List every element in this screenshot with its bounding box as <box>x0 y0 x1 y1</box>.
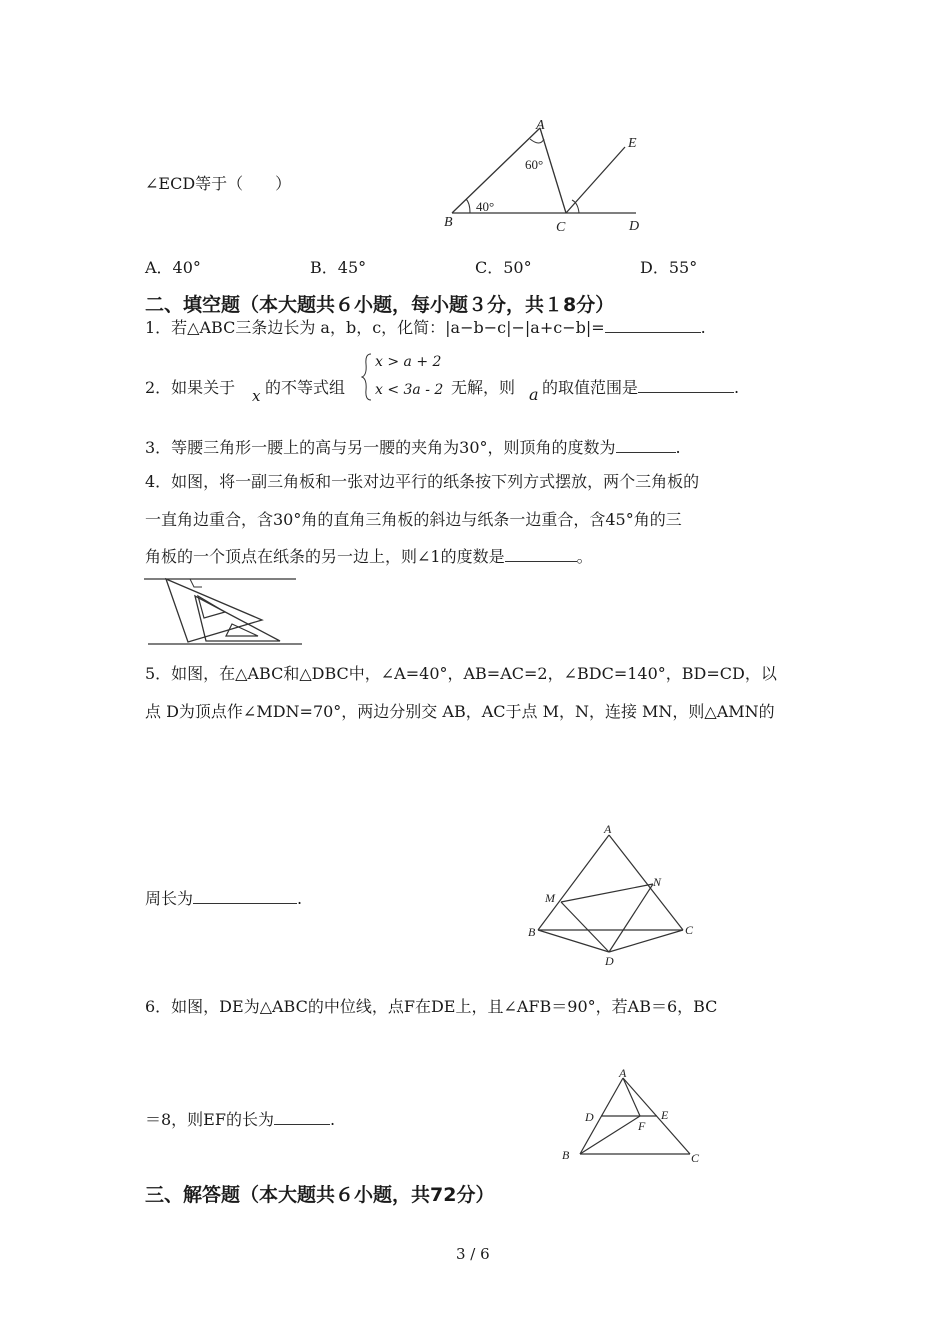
question-5-line-3 <box>145 889 302 909</box>
line-ce <box>566 147 625 213</box>
angle-marker-1 <box>190 579 202 587</box>
question-6-line-2-text: ＝8，则EF的长为 <box>145 1110 274 1129</box>
question-2-end: . <box>734 378 740 397</box>
set-square-45 <box>195 596 280 641</box>
option-c: C．50° <box>475 258 532 277</box>
answer-blank <box>274 1110 330 1125</box>
question-6-line-2 <box>145 1110 335 1130</box>
triangle-figure-q10 <box>438 115 648 240</box>
question-4-line-1: 4．如图，将一副三角板和一张对边平行的纸条按下列方式摆放，两个三角板的 <box>145 472 700 491</box>
question-2-middle: 的不等式组 <box>265 378 346 397</box>
question-6-line-1: 6．如图，DE为△ABC的中位线，点F在DE上，且∠AFB＝90°，若AB＝6，BC <box>145 997 718 1016</box>
line-nd <box>609 884 653 952</box>
question-5-end: . <box>297 889 303 908</box>
triangle-ruler-figure <box>140 574 305 650</box>
question-4-line-3-text: 角板的一个顶点在纸条的另一边上，则∠1的度数是 <box>145 547 505 566</box>
section-title-solutions: 三、解答题（本大题共６小题，共72分） <box>145 1184 495 1206</box>
label-b: B <box>528 925 536 939</box>
question-4-line-2: 一直角边重合，含30°角的直角三角板的斜边与纸条一边重合，含45°角的三 <box>145 510 682 529</box>
label-f: F <box>638 1119 646 1133</box>
angle-label-40: 40° <box>476 199 495 214</box>
question-stem: ∠ECD等于（ ） <box>145 174 292 193</box>
set-square-30 <box>166 579 262 642</box>
question-5-line-2: 点 D为顶点作∠MDN=70°，两边分别交 AB，AC于点 M，N，连接 MN，则△AMN的 <box>145 702 775 721</box>
question-2-var-x: x <box>252 387 261 405</box>
question-1-end: . <box>700 318 706 337</box>
line-ac <box>609 835 683 930</box>
answer-blank <box>193 889 297 904</box>
label-e: E <box>661 1108 669 1122</box>
answer-blank <box>605 318 701 333</box>
label-c: C <box>691 1151 700 1165</box>
label-m: M <box>545 891 555 905</box>
question-6-end: . <box>329 1110 336 1129</box>
answer-blank <box>505 547 577 562</box>
label-a: A <box>536 118 545 133</box>
question-2-suffix <box>542 378 739 398</box>
question-2-var-a: a <box>529 385 539 404</box>
label-b: B <box>444 215 453 230</box>
label-b: B <box>562 1148 570 1162</box>
line-mn <box>561 884 653 902</box>
question-4-end: 。 <box>576 547 593 566</box>
label-e: E <box>628 136 637 151</box>
option-d: D．55° <box>640 258 698 277</box>
question-2-after: 无解，则 <box>451 378 516 397</box>
question-2-suffix-text: 的取值范围是 <box>542 378 639 397</box>
label-d: D <box>629 219 640 234</box>
angle-label-60: 60° <box>525 157 544 172</box>
label-c: C <box>685 923 694 937</box>
question-3-text: 3．等腰三角形一腰上的高与另一腰的夹角为30°，则顶角的度数为 <box>145 438 616 457</box>
label-d: D <box>605 954 614 968</box>
question-2-prefix: 2．如果关于 <box>145 378 236 397</box>
label-c: C <box>556 220 566 235</box>
section-title-fill-in: 二、填空题（本大题共６小题，每小题３分，共１8分） <box>145 294 615 316</box>
question-1 <box>145 318 706 338</box>
triangle-figure-q5 <box>525 820 700 968</box>
angle-arc-a <box>530 139 544 143</box>
answer-blank <box>638 378 734 393</box>
line-ac <box>540 128 566 213</box>
question-5-line-3-text: 周长为 <box>145 889 194 908</box>
answer-blank <box>616 438 676 453</box>
label-a: A <box>619 1066 627 1080</box>
question-5-line-1: 5．如图，在△ABC和△DBC中，∠A=40°，AB=AC=2，∠BDC=140°，BD=CD，以 <box>145 664 777 683</box>
triangle-figure-q6 <box>558 1064 708 1166</box>
line-af <box>623 1078 640 1116</box>
label-a: A <box>604 822 612 836</box>
question-4-line-3 <box>145 547 593 567</box>
inequality-1: x > a + 2 <box>375 354 442 370</box>
inequality-2: x < 3a - 2 <box>375 382 444 398</box>
angle-arc-b <box>466 199 470 213</box>
label-n: N <box>653 875 662 889</box>
line-cd <box>609 930 683 952</box>
question-3 <box>145 438 681 458</box>
question-3-end: . <box>675 438 681 457</box>
brace-icon <box>361 352 373 402</box>
page-number: 3 / 6 <box>456 1245 490 1263</box>
label-d: D <box>585 1110 594 1124</box>
option-a: A．40° <box>145 258 201 277</box>
option-b: B．45° <box>310 258 367 277</box>
question-1-text: 1．若△ABC三条边长为 a，b，c，化简：|a−b−c|−|a+c−b|= <box>145 318 605 337</box>
